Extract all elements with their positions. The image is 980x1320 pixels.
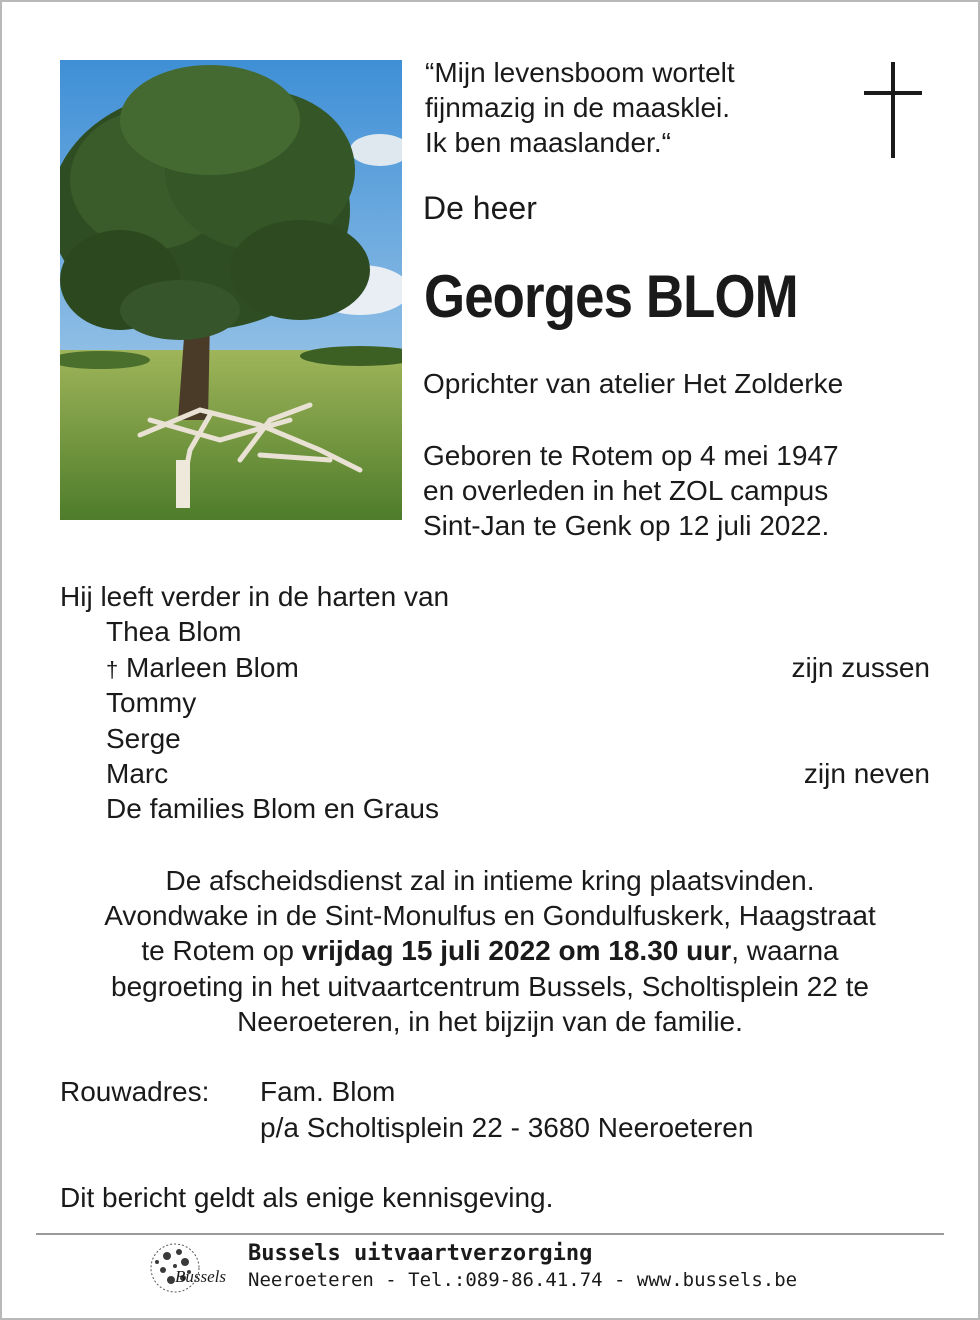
logo-text: Bussels — [175, 1267, 226, 1286]
tree-photo — [60, 60, 402, 520]
address-line-1: Fam. Blom — [260, 1076, 396, 1107]
service-line-5: Neeroeteren, in het bijzijn van de familie. — [237, 1005, 743, 1037]
birth-line-3: Sint-Jan te Genk op 12 juli 2022. — [423, 510, 830, 541]
list-item — [60, 756, 930, 791]
survivor-name: Serge — [106, 722, 181, 754]
service-line-1: De afscheidsdienst zal in intieme kring plaatsvinden. — [165, 865, 815, 896]
list-item — [60, 685, 930, 720]
survivor-name: Tommy — [106, 687, 197, 719]
quote-line-1: “Mijn levensboom wortelt — [425, 57, 735, 88]
quote-line-3: Ik ben maaslander.“ — [425, 127, 671, 158]
service-info — [40, 863, 940, 1039]
service-datetime: vrijdag 15 juli 2022 om 18.30 uur — [301, 935, 732, 967]
logo-graphic — [145, 1240, 237, 1298]
bussels-logo — [145, 1240, 237, 1298]
list-item — [60, 721, 930, 756]
honorific: De heer — [423, 190, 537, 226]
relation-label: zijn neven — [803, 757, 930, 789]
notice: Dit bericht geldt als enige kennisgeving. — [60, 1182, 554, 1213]
company-name: Bussels uitvaartverzorging — [248, 1241, 593, 1266]
relation-label: zijn zussen — [791, 651, 930, 683]
service-line-4: begroeting in het uitvaartcentrum Bussels, Scholtisplein 22 te — [111, 970, 869, 1002]
birth-line-2: en overleden in het ZOL campus — [423, 475, 829, 506]
address-label: Rouwadres: — [60, 1076, 210, 1107]
deceased-name: Georges BLOM — [424, 263, 798, 330]
service-line-2: Avondwake in de Sint-Monulfus en Gondulfuskerk, Haagstraat — [104, 900, 876, 932]
birth-line-1: Geboren te Rotem op 4 mei 1947 — [423, 440, 839, 471]
list-item — [60, 791, 930, 826]
address-line-2: p/a Scholtisplein 22 - 3680 Neeroeteren — [260, 1112, 754, 1143]
survivors-intro: Hij leeft verder in de harten van — [60, 581, 450, 612]
survivor-name: Marc — [106, 757, 169, 789]
quote — [425, 55, 735, 160]
address-value — [260, 1074, 753, 1146]
service-line-3-pre: te Rotem op — [141, 935, 302, 967]
cross-icon — [864, 62, 922, 158]
company-contact: Neeroeteren - Tel.:089-86.41.74 - www.bussels.be — [248, 1269, 798, 1291]
list-item — [60, 650, 930, 685]
survivor-name: De families Blom en Graus — [106, 793, 440, 825]
quote-line-2: fijnmazig in de maasklei. — [425, 92, 731, 123]
divider — [36, 1233, 944, 1235]
role: Oprichter van atelier Het Zolderke — [423, 368, 844, 399]
survivor-name: Thea Blom — [106, 616, 242, 648]
survivors-list — [60, 579, 930, 827]
deceased-mark-icon: † — [106, 656, 119, 682]
tree-photo-image — [60, 60, 402, 520]
list-item — [60, 614, 930, 649]
service-line-3 — [40, 933, 940, 968]
service-line-3-post: , waarna — [731, 935, 839, 967]
survivor-name: Marleen Blom — [126, 651, 299, 683]
birth-death-info — [423, 438, 839, 543]
